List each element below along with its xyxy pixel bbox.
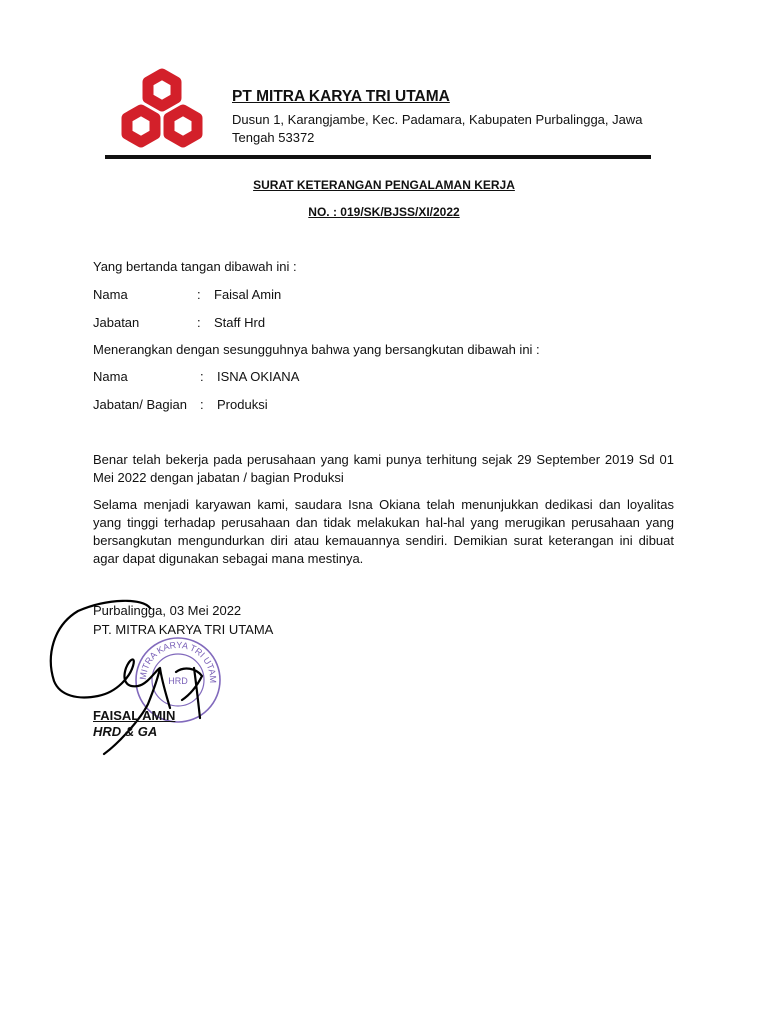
place-date: Purbalingga, 03 Mei 2022 [93, 603, 242, 618]
subject-position-label: Jabatan/ Bagian [93, 397, 187, 412]
signer-printed-title: HRD & GA [93, 724, 158, 739]
header-divider [105, 155, 651, 159]
signer-name-value: Faisal Amin [214, 287, 282, 302]
signer-position-label: Jabatan [93, 315, 140, 330]
subject-position-colon: : [200, 397, 204, 412]
subject-position-value: Produksi [217, 397, 268, 412]
subject-name-colon: : [200, 369, 204, 384]
signer-name-label: Nama [93, 287, 128, 302]
subject-intro: Menerangkan dengan sesungguhnya bahwa yang bersangkutan dibawah ini : [93, 342, 540, 357]
employment-paragraph: Benar telah bekerja pada perusahaan yang kami punya terhitung sejak 29 September 2019 Sd 01 Mei 2022 dengan jabatan / bagian Produksi [93, 452, 674, 485]
signer-position-value: Staff Hrd [214, 315, 266, 330]
stamp-center-text: HRD [168, 676, 188, 686]
stamp-ring-text: MITRA KARYA TRI UTAM [137, 639, 219, 684]
closing-company: PT. MITRA KARYA TRI UTAMA [93, 622, 274, 637]
signer-name-colon: : [197, 287, 201, 302]
company-address: Dusun 1, Karangjambe, Kec. Padamara, Kabupaten Purbalingga, Jawa Tengah 53372 [232, 112, 643, 145]
company-name: PT MITRA KARYA TRI UTAMA [232, 88, 450, 105]
signer-position-colon: : [197, 315, 201, 330]
letter-title: SURAT KETERANGAN PENGALAMAN KERJA [253, 178, 515, 192]
letter-number: NO. : 019/SK/BJSS/XI/2022 [308, 205, 460, 219]
subject-name-value: ISNA OKIANA [217, 369, 300, 384]
company-logo-icon [112, 64, 212, 154]
statement-paragraph: Selama menjadi karyawan kami, saudara Isna Okiana telah menunjukkan dedikasi dan loyalitas yang tinggi terhadap perusahaan dan tidak melakukan hal-hal yang merugikan perusahaan yang bersangkutan mengundurkan diri atau kemauannya sendiri. Demikian surat keterangan ini dibuat agar dapat digunakan sebagai mana mestinya. [93, 497, 674, 566]
subject-name-label: Nama [93, 369, 128, 384]
signer-intro: Yang bertanda tangan dibawah ini : [93, 259, 297, 274]
signer-printed-name: FAISAL AMIN [93, 708, 176, 723]
